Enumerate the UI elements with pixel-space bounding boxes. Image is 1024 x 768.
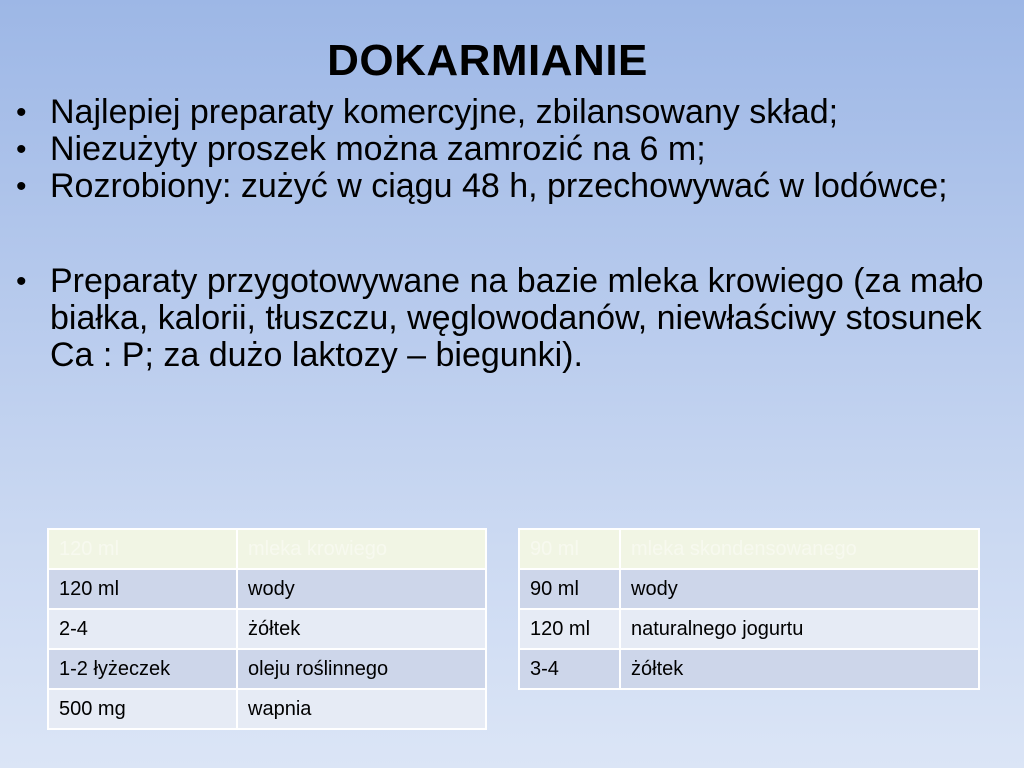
table-cell: żółtek (620, 649, 979, 689)
table-cell: 1-2 łyżeczek (48, 649, 237, 689)
table-row (519, 609, 979, 649)
table-row (48, 609, 486, 649)
bullet-spacer (14, 205, 1004, 263)
bullet-dot-icon: • (16, 133, 27, 166)
bullet-dot-icon: • (16, 96, 27, 129)
table-cell: 90 ml (519, 569, 620, 609)
table-cell: mleka krowiego (237, 529, 486, 569)
table-row (48, 689, 486, 729)
table-row (48, 649, 486, 689)
bullet-dot-icon: • (16, 265, 27, 298)
table-cell: 3-4 (519, 649, 620, 689)
bullet-item (14, 131, 1004, 168)
table-cell: wody (620, 569, 979, 609)
bullet-text: Niezużyty proszek można zamrozić na 6 m; (50, 130, 706, 168)
table-cell: wody (237, 569, 486, 609)
recipe-table-cow-milk (47, 528, 487, 730)
table-cell: mleka skondensowanego (620, 529, 979, 569)
table-cell: 90 ml (519, 529, 620, 569)
table-cell: 2-4 (48, 609, 237, 649)
slide-title: DOKARMIANIE (327, 36, 648, 85)
bullet-text: Najlepiej preparaty komercyjne, zbilansowany skład; (50, 93, 839, 131)
bullet-item (14, 263, 1004, 374)
table-cell: 120 ml (519, 609, 620, 649)
table-cell: wapnia (237, 689, 486, 729)
table-row (48, 569, 486, 609)
bullet-dot-icon: • (16, 170, 27, 203)
recipe-table-condensed-milk (518, 528, 980, 690)
table-row (519, 649, 979, 689)
table-header-row (48, 529, 486, 569)
bullet-list (14, 94, 1004, 374)
table-cell: naturalnego jogurtu (620, 609, 979, 649)
bullet-item (14, 94, 1004, 131)
table-cell: żółtek (237, 609, 486, 649)
table-cell: 120 ml (48, 569, 237, 609)
table-row (519, 569, 979, 609)
bullet-text: Rozrobiony: zużyć w ciągu 48 h, przechowywać w lodówce; (50, 167, 948, 205)
table-cell: 120 ml (48, 529, 237, 569)
table-cell: oleju roślinnego (237, 649, 486, 689)
bullet-text: Preparaty przygotowywane na bazie mleka krowiego (za mało białka, kalorii, tłuszczu, węglowodanów, niewłaściwy stosunek Ca : P; za dużo laktozy – biegunki). (50, 262, 984, 374)
table-cell: 500 mg (48, 689, 237, 729)
table-header-row (519, 529, 979, 569)
bullet-item (14, 168, 1004, 205)
